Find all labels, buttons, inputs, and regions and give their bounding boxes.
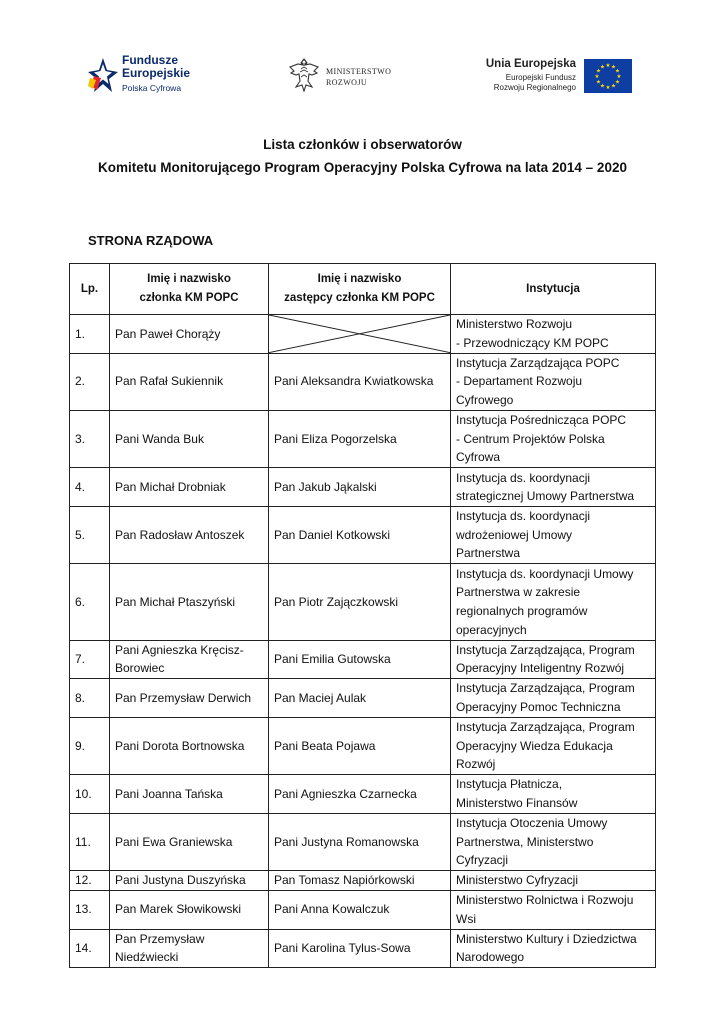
row-number: 11. (70, 813, 110, 870)
table-row (70, 564, 656, 640)
deputy-name-line: Pani Agnieszka Czarnecka (274, 786, 417, 801)
eu-star-icon: ★ (611, 83, 616, 90)
institution-line: Rozwój (456, 757, 496, 772)
member-name (110, 775, 269, 814)
deputy-name-line: Pani Aleksandra Kwiatkowska (274, 374, 434, 389)
table-row (70, 871, 656, 891)
header-member-line1: Imię i nazwisko (147, 273, 231, 286)
eu-star-icon: ★ (611, 64, 616, 71)
institution-line: Instytucja ds. koordynacji Umowy (456, 566, 634, 581)
table-row (70, 813, 656, 870)
member-name-line: Pani Joanna Tańska (115, 786, 223, 801)
deputy-name-line: Pani Eliza Pogorzelska (274, 431, 397, 446)
member-name-line: Pani Dorota Bortnowska (115, 738, 245, 753)
deputy-name (269, 871, 451, 891)
member-name-line: Pan Rafał Sukiennik (115, 374, 224, 389)
member-name (110, 353, 269, 410)
ministry-logo-line2: ROZWOJU (326, 78, 368, 87)
member-name (110, 468, 269, 507)
deputy-name-line: Pan Jakub Jąkalski (274, 479, 377, 494)
row-number: 13. (70, 890, 110, 929)
institution-line: Instytucja ds. koordynacji (456, 509, 591, 524)
eu-star-icon: ★ (616, 74, 622, 80)
header-deputy (269, 264, 451, 315)
table-row (70, 890, 656, 929)
institution-line: Operacyjny Wiedza Edukacja (456, 738, 613, 753)
eu-logo-line1: Europejski Fundusz (505, 73, 576, 82)
unia-europejska-logo (478, 58, 638, 98)
header-deputy-line2: zastępcy członka KM POPC (284, 292, 435, 304)
institution-line: Ministerstwo Finansów (456, 795, 578, 810)
member-name-line: Borowiec (115, 661, 165, 676)
institution-line: Ministerstwo Rozwoju (456, 317, 573, 332)
institution-line: Ministerstwo Rolnictwa i Rozwoju (456, 893, 634, 908)
institution-line: Instytucja Otoczenia Umowy (456, 816, 608, 831)
members-table (69, 263, 656, 968)
deputy-name-line: Pan Piotr Zajączkowski (274, 594, 399, 609)
fundusze-europejskie-logo (88, 52, 198, 98)
institution-line: Instytucja ds. koordynacji (456, 470, 591, 485)
header-deputy-line1: Imię i nazwisko (317, 273, 402, 286)
institution-line: Wsi (456, 911, 476, 926)
institution-line: Instytucja Zarządzająca, Program (456, 720, 635, 735)
deputy-name (269, 717, 451, 774)
table-row (70, 506, 656, 563)
table-row (70, 353, 656, 410)
member-name-line: Pani Wanda Buk (115, 431, 204, 446)
fe-logo-line1: Fundusze (122, 53, 178, 67)
deputy-name (269, 468, 451, 507)
eu-star-icon: ★ (615, 79, 620, 86)
deputy-name-line: Pani Anna Kowalczuk (274, 902, 390, 917)
eu-star-icon: ★ (605, 63, 611, 69)
institution-line: wdrożeniowej Umowy (456, 527, 573, 542)
row-number: 7. (70, 640, 110, 679)
institution-line: Operacyjny Pomoc Techniczna (456, 699, 621, 714)
table-row (70, 410, 656, 467)
institution (451, 775, 656, 814)
table-row (70, 775, 656, 814)
institution-line: Partnerstwa (456, 546, 521, 561)
row-number: 9. (70, 717, 110, 774)
deputy-name-line: Pani Emilia Gutowska (274, 652, 391, 667)
deputy-name (269, 890, 451, 929)
institution (451, 890, 656, 929)
polish-eagle-icon (288, 57, 320, 93)
row-number: 4. (70, 468, 110, 507)
institution-line: Instytucja Zarządzająca POPC (456, 355, 620, 370)
institution-line: Ministerstwo Cyfryzacji (456, 873, 579, 888)
table-row (70, 679, 656, 718)
ministry-logo-line1: MINISTERSTWO (326, 67, 392, 76)
member-name-line: Niedźwiecki (115, 950, 179, 965)
institution-line: Instytucja Pośrednicząca POPC (456, 413, 627, 428)
deputy-name-line: Pani Karolina Tylus-Sowa (274, 941, 411, 955)
institution (451, 679, 656, 718)
institution (451, 506, 656, 563)
member-name (110, 679, 269, 718)
member-name-line: Pan Paweł Chorąży (115, 326, 221, 341)
row-number: 2. (70, 353, 110, 410)
eu-flag-icon (584, 59, 632, 93)
row-number: 12. (70, 871, 110, 891)
institution-line: Cyfryzacji (456, 853, 509, 868)
institution-line: - Przewodniczący KM POPC (456, 335, 609, 350)
deputy-name-line: Pani Justyna Romanowska (274, 834, 419, 849)
eu-star-icon: ★ (605, 85, 611, 91)
member-name (110, 871, 269, 891)
member-name-line: Pan Michał Ptaszyński (115, 594, 236, 609)
institution-line: Ministerstwo Kultury i Dziedzictwa (456, 931, 637, 946)
document-subtitle: Komitetu Monitorującego Program Operacyjny Polska Cyfrowa na lata 2014 – 2020 (98, 160, 627, 175)
institution-line: regionalnych programów (456, 603, 588, 618)
deputy-name (269, 506, 451, 563)
row-number: 10. (70, 775, 110, 814)
header-member (110, 264, 269, 315)
member-name (110, 506, 269, 563)
institution-line: Instytucja Zarządzająca, Program (456, 642, 635, 657)
deputy-name (269, 640, 451, 679)
member-name-line: Pan Radosław Antoszek (115, 527, 245, 542)
fe-logo-line2: Europejskie (122, 66, 191, 80)
member-name (110, 929, 269, 968)
member-name (110, 564, 269, 640)
deputy-name (269, 353, 451, 410)
deputy-name-line: Pan Tomasz Napiórkowski (274, 873, 415, 888)
member-name-line: Pan Przemysław (115, 931, 205, 946)
member-name-line: Pani Agnieszka Kręcisz- (115, 642, 244, 657)
eu-star-icon: ★ (594, 74, 600, 80)
eu-logo-title: Unia Europejska (485, 58, 576, 70)
institution-line: operacyjnych (456, 622, 527, 637)
header-lp: Lp. (70, 264, 110, 315)
member-name-line: Pan Przemysław Derwich (115, 690, 252, 705)
member-name-line: Pan Michał Drobniak (115, 479, 226, 494)
deputy-name (269, 813, 451, 870)
institution-line: Partnerstwa, Ministerstwo (456, 834, 594, 849)
institution (451, 717, 656, 774)
deputy-name (269, 410, 451, 467)
institution (451, 929, 656, 968)
eu-logo-line2: Rozwoju Regionalnego (493, 83, 576, 92)
member-name (110, 717, 269, 774)
institution (451, 564, 656, 640)
deputy-name-line: Pan Maciej Aulak (274, 690, 367, 705)
member-name-line: Pani Ewa Graniewska (115, 834, 233, 849)
deputy-name (269, 564, 451, 640)
row-number: 14. (70, 929, 110, 968)
institution (451, 871, 656, 891)
table-row (70, 929, 656, 968)
deputy-name (269, 775, 451, 814)
member-name-line: Pani Justyna Duszyńska (115, 873, 246, 888)
institution-line: Narodowego (456, 950, 525, 965)
institution-line: Instytucja Płatnicza, (456, 777, 563, 792)
document-title: Lista członków i obserwatorów (263, 137, 462, 152)
row-number: 1. (70, 315, 110, 354)
eu-star-icon: ★ (600, 64, 605, 71)
institution (451, 410, 656, 467)
eu-star-icon: ★ (600, 83, 605, 90)
institution-line: Operacyjny Inteligentny Rozwój (456, 661, 625, 676)
deputy-name (269, 679, 451, 718)
section-heading: STRONA RZĄDOWA (88, 233, 214, 248)
institution-line: - Departament Rozwoju (456, 374, 583, 389)
row-number: 6. (70, 564, 110, 640)
institution (451, 353, 656, 410)
eu-star-icon: ★ (596, 79, 601, 86)
fe-star-icon (88, 56, 118, 94)
institution (451, 640, 656, 679)
row-number: 3. (70, 410, 110, 467)
table-row (70, 315, 656, 354)
cross-out-icon (269, 315, 450, 353)
member-name (110, 813, 269, 870)
deputy-name-line: Pan Daniel Kotkowski (274, 527, 391, 542)
institution (451, 315, 656, 354)
institution-line: Cyfrowa (456, 450, 501, 465)
table-row (70, 640, 656, 679)
institution-line: Cyfrowego (456, 393, 514, 408)
institution (451, 468, 656, 507)
deputy-name (269, 929, 451, 968)
institution-line: Partnerstwa w zakresie (456, 585, 581, 600)
institution-line: strategicznej Umowy Partnerstwa (456, 489, 635, 504)
institution (451, 813, 656, 870)
eu-star-icon: ★ (596, 68, 601, 75)
row-number: 5. (70, 506, 110, 563)
table-row (70, 717, 656, 774)
member-name-line: Pan Marek Słowikowski (115, 902, 242, 917)
table-header-row (70, 264, 656, 315)
table-row (70, 468, 656, 507)
member-name (110, 640, 269, 679)
deputy-name-line: Pani Beata Pojawa (274, 738, 376, 753)
member-name (110, 890, 269, 929)
header-institution: Instytucja (451, 264, 656, 315)
member-name (110, 315, 269, 354)
row-number: 8. (70, 679, 110, 718)
header-member-line2: członka KM POPC (139, 292, 239, 304)
institution-line: Instytucja Zarządzająca, Program (456, 681, 635, 696)
member-name (110, 410, 269, 467)
eu-star-icon: ★ (615, 68, 620, 75)
institution-line: - Centrum Projektów Polska (456, 431, 605, 446)
fe-logo-line3: Polska Cyfrowa (122, 83, 182, 93)
deputy-empty-crossed (269, 315, 451, 354)
ministerstwo-rozwoju-logo (288, 57, 408, 97)
